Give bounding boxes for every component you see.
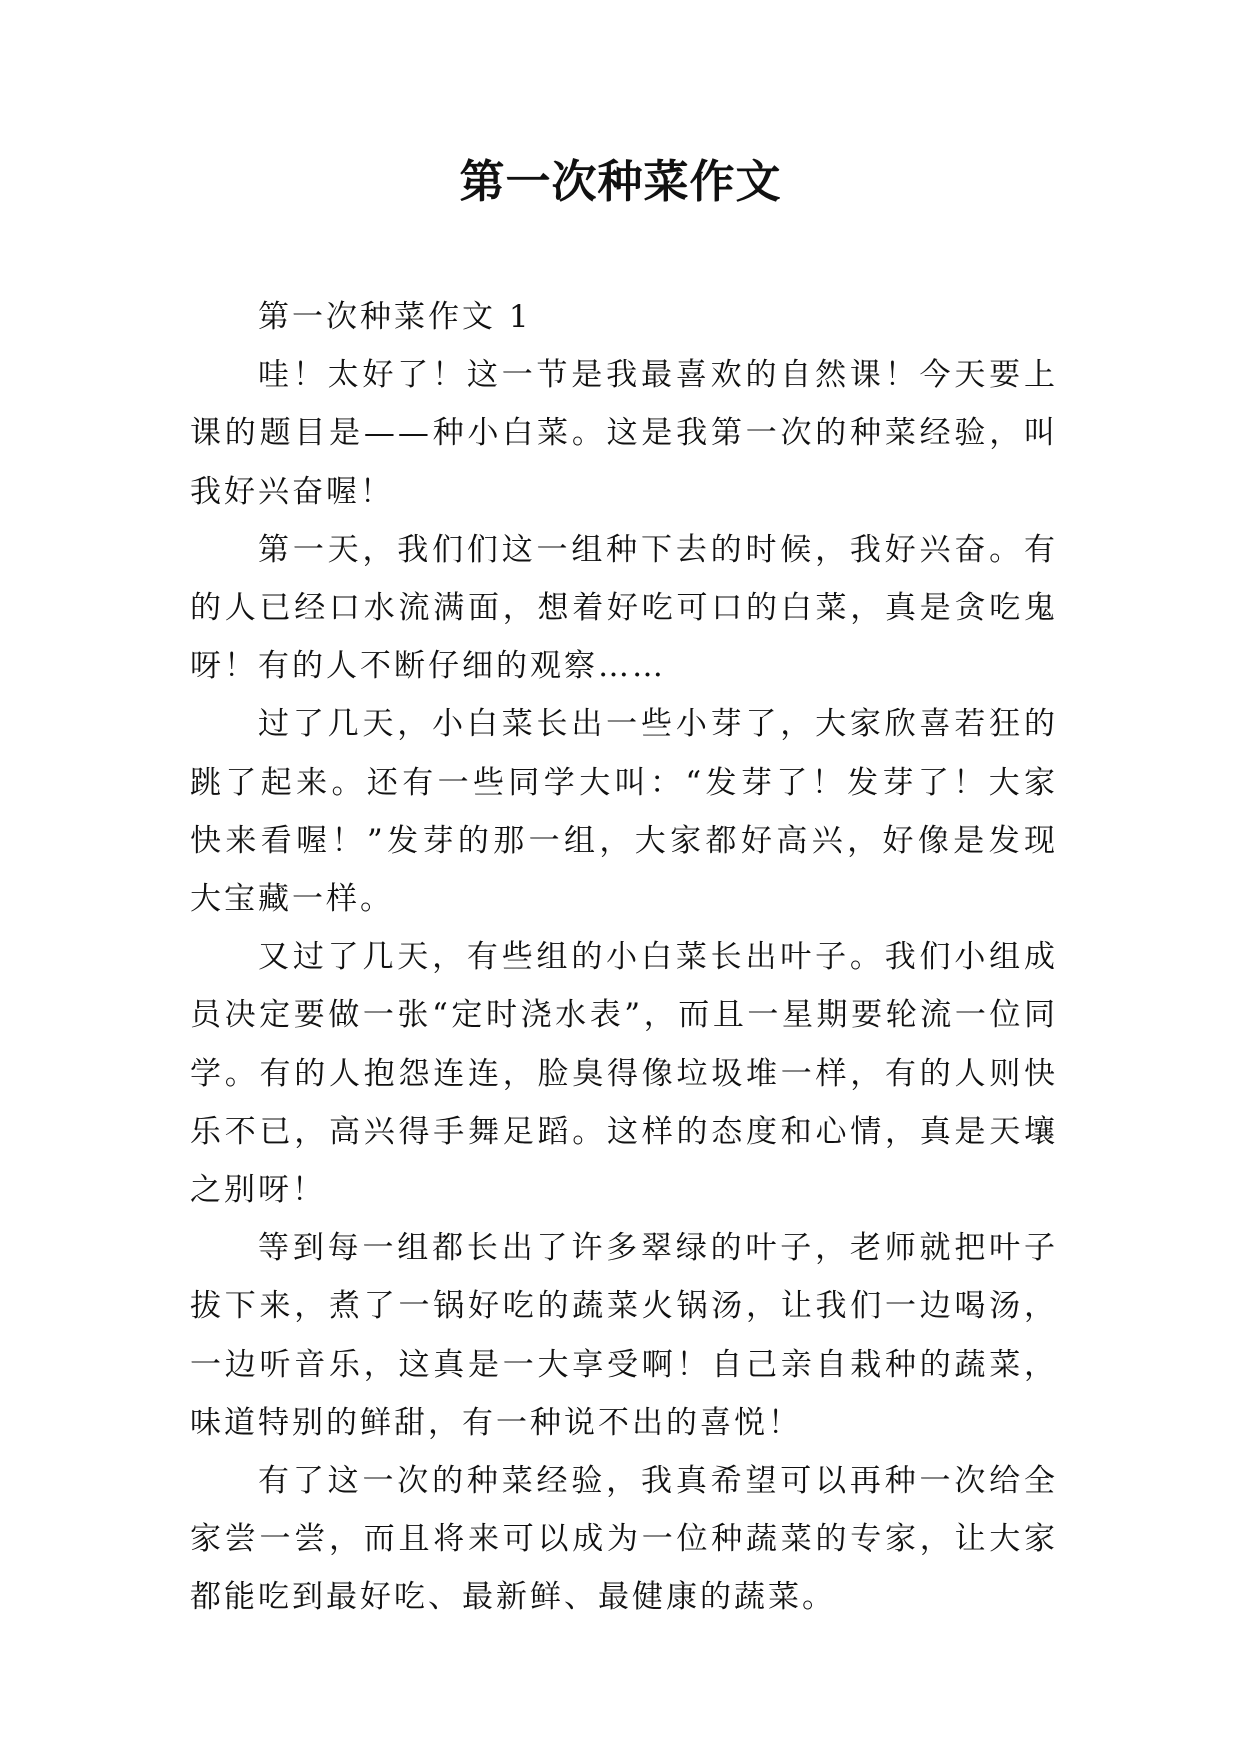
document-body (190, 288, 1058, 1627)
paragraph: 有了这一次的种菜经验，我真希望可以再种一次给全家尝一尝，而且将来可以成为一位种蔬菜的专家，让大家都能吃到最好吃、最新鲜、最健康的蔬菜。 (190, 1463, 1058, 1616)
paragraph: 等到每一组都长出了许多翠绿的叶子，老师就把叶子拔下来，煮了一锅好吃的蔬菜火锅汤，让我们一边喝汤，一边听音乐，这真是一大享受啊！自己亲自栽种的蔬菜，味道特别的鲜甜，有一种说不出的喜悦！ (190, 1230, 1058, 1441)
paragraph: 哇！太好了！这一节是我最喜欢的自然课！今天要上课的题目是——种小白菜。这是我第一次的种菜经验，叫我好兴奋喔！ (190, 357, 1058, 510)
paragraph: 第一天，我们们这一组种下去的时候，我好兴奋。有的人已经口水流满面，想着好吃可口的白菜，真是贪吃鬼呀！有的人不断仔细的观察…… (190, 531, 1058, 685)
section-heading: 第一次种菜作文 1 (258, 299, 532, 335)
paragraph: 又过了几天，有些组的小白菜长出叶子。我们小组成员决定要做一张“定时浇水表”，而且一星期要轮流一位同学。有的人抱怨连连，脸臭得像垃圾堆一样，有的人则快乐不已，高兴得手舞足蹈。这样的态度和心情，真是天壤之别呀！ (190, 939, 1058, 1209)
document-title: 第一次种菜作文 (459, 155, 782, 208)
paragraph: 过了几天，小白菜长出一些小芽了，大家欣喜若狂的跳了起来。还有一些同学大叫：“发芽了！发芽了！大家快来看喔！”发芽的那一组，大家都好高兴，好像是发现大宝藏一样。 (190, 706, 1058, 918)
